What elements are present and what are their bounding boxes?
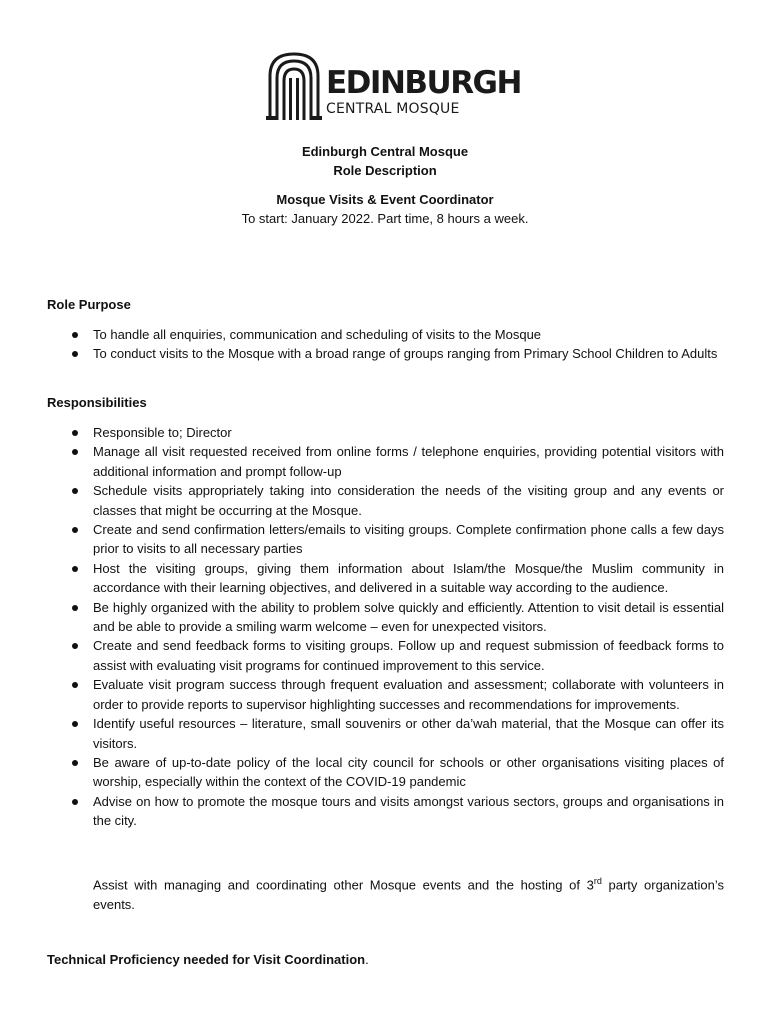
list-item: Evaluate visit program success through frequent evaluation and assessment; collaborate with volunteers in order to provide reports to supervisor highlighting successes and recommendations for improvements. bbox=[47, 675, 724, 714]
organization-name: Edinburgh Central Mosque bbox=[301, 144, 469, 159]
role-title: Mosque Visits & Event Coordinator bbox=[276, 192, 494, 207]
list-item: Be aware of up-to-date policy of the local city council for schools or other organisations visiting places of worship, especially within the context of the COVID-19 pandemic bbox=[47, 753, 724, 792]
list-item: Identify useful resources – literature, small souvenirs or other da’wah material, that the Mosque can offer its visitors. bbox=[47, 714, 724, 753]
responsibilities-heading: Responsibilities bbox=[47, 395, 147, 410]
mosque-logo bbox=[266, 50, 521, 122]
bullet-icon bbox=[72, 488, 78, 494]
list-item: Create and send confirmation letters/emails to visiting groups. Complete confirmation phone calls a few days prior to visits to all necessary parties bbox=[47, 520, 724, 559]
bullet-icon bbox=[72, 605, 78, 611]
mosque-arch-icon bbox=[266, 50, 322, 122]
list-item: Manage all visit requested received from online forms / telephone enquiries, providing potential visitors with additional information and prompt follow-up bbox=[47, 442, 724, 481]
bullet-icon bbox=[72, 760, 78, 766]
responsibilities-continuation: Assist with managing and coordinating other Mosque events and the hosting of 3rd party organization’s events. bbox=[93, 876, 724, 912]
bullet-icon bbox=[72, 449, 78, 455]
bullet-icon bbox=[72, 799, 78, 805]
list-item: To conduct visits to the Mosque with a broad range of groups ranging from Primary School Children to Adults bbox=[47, 344, 724, 363]
start-info: To start: January 2022. Part time, 8 hours a week. bbox=[241, 211, 529, 226]
role-purpose-heading: Role Purpose bbox=[47, 297, 131, 312]
list-item: Schedule visits appropriately taking into consideration the needs of the visiting group and any events or classes that might be occurring at the Mosque. bbox=[47, 481, 724, 520]
list-item: Be highly organized with the ability to problem solve quickly and efficiently. Attention to visit detail is essential and be able to provide a smiling warm welcome – even for unexpected visitors. bbox=[47, 598, 724, 637]
responsibilities-list bbox=[47, 423, 724, 831]
list-item: To handle all enquiries, communication and scheduling of visits to the Mosque bbox=[47, 325, 724, 344]
list-item: Host the visiting groups, giving them information about Islam/the Mosque/the Muslim community in accordance with their learning objectives, and delivered in a suitable way according to the audience. bbox=[47, 559, 724, 598]
bullet-icon bbox=[72, 527, 78, 533]
bullet-icon bbox=[72, 682, 78, 688]
bullet-icon bbox=[72, 351, 78, 357]
technical-proficiency-heading: Technical Proficiency needed for Visit Coordination. bbox=[47, 952, 369, 967]
role-purpose-list bbox=[47, 325, 724, 364]
list-item: Create and send feedback forms to visiting groups. Follow up and request submission of feedback forms to assist with evaluating visit programs for continued improvement to this service. bbox=[47, 636, 724, 675]
logo-wordmark: EDINBURGH bbox=[326, 65, 521, 101]
logo-subtitle: CENTRAL MOSQUE bbox=[326, 101, 460, 117]
bullet-icon bbox=[72, 430, 78, 436]
list-item: Advise on how to promote the mosque tours and visits amongst various sectors, groups and organisations in the city. bbox=[47, 792, 724, 831]
bullet-icon bbox=[72, 332, 78, 338]
bullet-icon bbox=[72, 566, 78, 572]
bullet-icon bbox=[72, 721, 78, 727]
list-item: Responsible to; Director bbox=[47, 423, 724, 442]
document-type: Role Description bbox=[333, 163, 437, 178]
bullet-icon bbox=[72, 643, 78, 649]
